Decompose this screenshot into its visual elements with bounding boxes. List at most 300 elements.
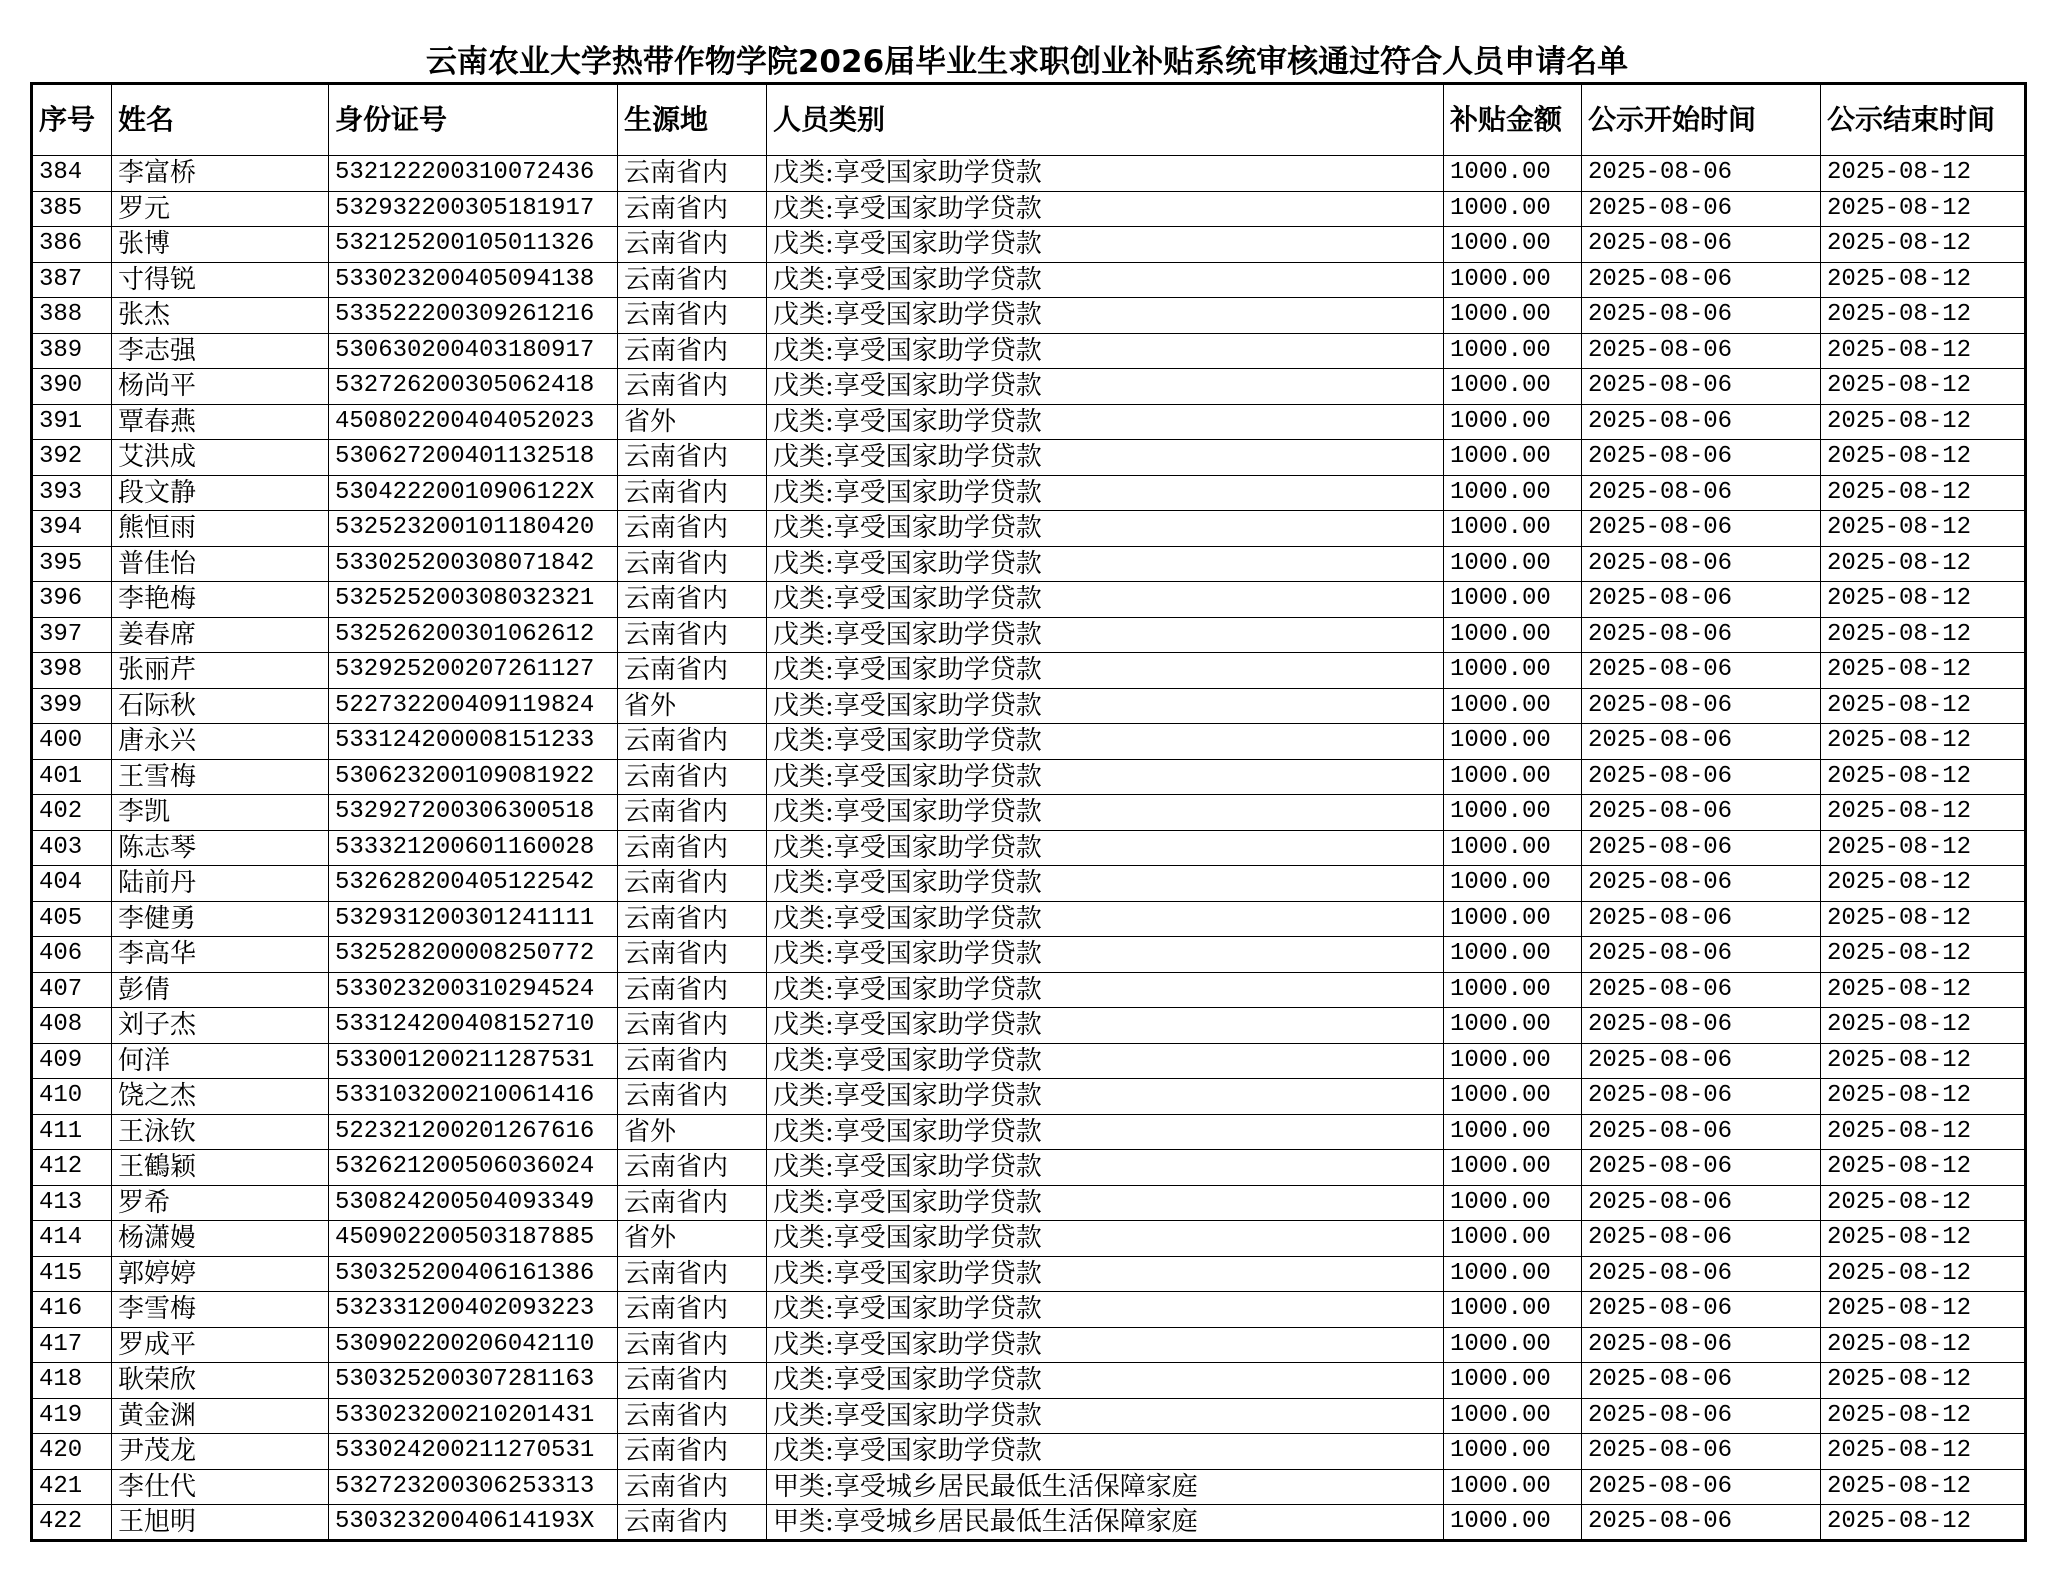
cell-amount: 1000.00	[1444, 724, 1582, 760]
table-row	[32, 227, 2026, 263]
cell-name: 熊恒雨	[112, 511, 329, 547]
cell-category: 戊类:享受国家助学贷款	[767, 1292, 1444, 1328]
cell-category: 戊类:享受国家助学贷款	[767, 475, 1444, 511]
cell-seq: 407	[32, 972, 112, 1008]
cell-amount: 1000.00	[1444, 1114, 1582, 1150]
cell-id-number: 450902200503187885	[329, 1221, 618, 1257]
cell-start-date: 2025-08-06	[1582, 901, 1821, 937]
cell-origin: 云南省内	[618, 546, 767, 582]
cell-amount: 1000.00	[1444, 617, 1582, 653]
cell-origin: 云南省内	[618, 1079, 767, 1115]
cell-amount: 1000.00	[1444, 546, 1582, 582]
cell-id-number: 522321200201267616	[329, 1114, 618, 1150]
cell-amount: 1000.00	[1444, 972, 1582, 1008]
cell-category: 戊类:享受国家助学贷款	[767, 298, 1444, 334]
cell-start-date: 2025-08-06	[1582, 1398, 1821, 1434]
cell-seq: 395	[32, 546, 112, 582]
table-row	[32, 1398, 2026, 1434]
header-id-number: 身份证号	[329, 84, 618, 156]
cell-amount: 1000.00	[1444, 191, 1582, 227]
cell-seq: 399	[32, 688, 112, 724]
cell-end-date: 2025-08-12	[1821, 546, 2026, 582]
header-amount: 补贴金额	[1444, 84, 1582, 156]
cell-id-number: 522732200409119824	[329, 688, 618, 724]
cell-amount: 1000.00	[1444, 1043, 1582, 1079]
cell-seq: 396	[32, 582, 112, 618]
cell-start-date: 2025-08-06	[1582, 653, 1821, 689]
cell-origin: 云南省内	[618, 262, 767, 298]
cell-start-date: 2025-08-06	[1582, 1327, 1821, 1363]
cell-origin: 云南省内	[618, 1363, 767, 1399]
cell-origin: 云南省内	[618, 653, 767, 689]
table-row	[32, 759, 2026, 795]
cell-amount: 1000.00	[1444, 582, 1582, 618]
cell-amount: 1000.00	[1444, 1185, 1582, 1221]
cell-end-date: 2025-08-12	[1821, 795, 2026, 831]
table-row	[32, 653, 2026, 689]
cell-name: 石际秋	[112, 688, 329, 724]
cell-seq: 418	[32, 1363, 112, 1399]
cell-category: 戊类:享受国家助学贷款	[767, 901, 1444, 937]
cell-seq: 402	[32, 795, 112, 831]
cell-name: 李仕代	[112, 1469, 329, 1505]
cell-id-number: 532122200310072436	[329, 156, 618, 192]
cell-amount: 1000.00	[1444, 1256, 1582, 1292]
cell-amount: 1000.00	[1444, 1150, 1582, 1186]
cell-seq: 400	[32, 724, 112, 760]
table-row	[32, 1363, 2026, 1399]
cell-origin: 云南省内	[618, 1008, 767, 1044]
cell-origin: 云南省内	[618, 511, 767, 547]
table-row	[32, 830, 2026, 866]
cell-amount: 1000.00	[1444, 227, 1582, 263]
cell-start-date: 2025-08-06	[1582, 724, 1821, 760]
cell-category: 戊类:享受国家助学贷款	[767, 1008, 1444, 1044]
cell-amount: 1000.00	[1444, 440, 1582, 476]
cell-amount: 1000.00	[1444, 1292, 1582, 1328]
cell-amount: 1000.00	[1444, 1221, 1582, 1257]
cell-seq: 390	[32, 369, 112, 405]
table-header-row	[32, 84, 2026, 156]
cell-start-date: 2025-08-06	[1582, 795, 1821, 831]
cell-seq: 389	[32, 333, 112, 369]
cell-amount: 1000.00	[1444, 404, 1582, 440]
cell-origin: 云南省内	[618, 759, 767, 795]
cell-start-date: 2025-08-06	[1582, 1150, 1821, 1186]
cell-name: 段文静	[112, 475, 329, 511]
cell-amount: 1000.00	[1444, 795, 1582, 831]
cell-name: 李健勇	[112, 901, 329, 937]
cell-category: 戊类:享受国家助学贷款	[767, 156, 1444, 192]
cell-category: 戊类:享受国家助学贷款	[767, 972, 1444, 1008]
cell-seq: 422	[32, 1505, 112, 1541]
cell-origin: 云南省内	[618, 1398, 767, 1434]
cell-id-number: 530824200504093349	[329, 1185, 618, 1221]
cell-category: 戊类:享受国家助学贷款	[767, 1150, 1444, 1186]
cell-start-date: 2025-08-06	[1582, 1185, 1821, 1221]
cell-name: 彭倩	[112, 972, 329, 1008]
table-row	[32, 369, 2026, 405]
cell-category: 戊类:享受国家助学贷款	[767, 262, 1444, 298]
cell-end-date: 2025-08-12	[1821, 333, 2026, 369]
cell-start-date: 2025-08-06	[1582, 972, 1821, 1008]
cell-origin: 云南省内	[618, 1292, 767, 1328]
cell-amount: 1000.00	[1444, 511, 1582, 547]
cell-amount: 1000.00	[1444, 1505, 1582, 1541]
cell-name: 普佳怡	[112, 546, 329, 582]
cell-name: 李志强	[112, 333, 329, 369]
cell-name: 罗希	[112, 1185, 329, 1221]
cell-seq: 421	[32, 1469, 112, 1505]
cell-origin: 云南省内	[618, 333, 767, 369]
cell-start-date: 2025-08-06	[1582, 1008, 1821, 1044]
table-row	[32, 582, 2026, 618]
cell-category: 戊类:享受国家助学贷款	[767, 1256, 1444, 1292]
cell-amount: 1000.00	[1444, 1434, 1582, 1470]
cell-category: 戊类:享受国家助学贷款	[767, 830, 1444, 866]
cell-seq: 398	[32, 653, 112, 689]
table-row	[32, 546, 2026, 582]
cell-start-date: 2025-08-06	[1582, 440, 1821, 476]
cell-end-date: 2025-08-12	[1821, 1185, 2026, 1221]
cell-name: 尹茂龙	[112, 1434, 329, 1470]
cell-end-date: 2025-08-12	[1821, 653, 2026, 689]
cell-category: 戊类:享受国家助学贷款	[767, 369, 1444, 405]
table-row	[32, 901, 2026, 937]
cell-end-date: 2025-08-12	[1821, 901, 2026, 937]
table-row	[32, 1505, 2026, 1541]
cell-name: 黄金渊	[112, 1398, 329, 1434]
cell-start-date: 2025-08-06	[1582, 546, 1821, 582]
cell-end-date: 2025-08-12	[1821, 227, 2026, 263]
cell-id-number: 532525200308032321	[329, 582, 618, 618]
cell-category: 戊类:享受国家助学贷款	[767, 1363, 1444, 1399]
cell-amount: 1000.00	[1444, 901, 1582, 937]
cell-origin: 云南省内	[618, 227, 767, 263]
cell-end-date: 2025-08-12	[1821, 937, 2026, 973]
cell-amount: 1000.00	[1444, 475, 1582, 511]
cell-amount: 1000.00	[1444, 1327, 1582, 1363]
table-row	[32, 333, 2026, 369]
table-row	[32, 617, 2026, 653]
cell-name: 张博	[112, 227, 329, 263]
cell-end-date: 2025-08-12	[1821, 688, 2026, 724]
cell-category: 戊类:享受国家助学贷款	[767, 1327, 1444, 1363]
cell-amount: 1000.00	[1444, 262, 1582, 298]
cell-id-number: 533023200310294524	[329, 972, 618, 1008]
cell-category: 戊类:享受国家助学贷款	[767, 1043, 1444, 1079]
cell-seq: 408	[32, 1008, 112, 1044]
cell-end-date: 2025-08-12	[1821, 1008, 2026, 1044]
cell-amount: 1000.00	[1444, 866, 1582, 902]
cell-amount: 1000.00	[1444, 1363, 1582, 1399]
cell-seq: 419	[32, 1398, 112, 1434]
cell-id-number: 532523200101180420	[329, 511, 618, 547]
header-seq: 序号	[32, 84, 112, 156]
cell-id-number: 533522200309261216	[329, 298, 618, 334]
cell-amount: 1000.00	[1444, 1008, 1582, 1044]
cell-seq: 403	[32, 830, 112, 866]
table-row	[32, 440, 2026, 476]
cell-origin: 云南省内	[618, 191, 767, 227]
cell-category: 戊类:享受国家助学贷款	[767, 795, 1444, 831]
cell-seq: 411	[32, 1114, 112, 1150]
cell-name: 杨潇嫚	[112, 1221, 329, 1257]
cell-end-date: 2025-08-12	[1821, 1327, 2026, 1363]
cell-name: 李雪梅	[112, 1292, 329, 1328]
table-row	[32, 1185, 2026, 1221]
cell-seq: 404	[32, 866, 112, 902]
cell-origin: 云南省内	[618, 795, 767, 831]
cell-category: 戊类:享受国家助学贷款	[767, 404, 1444, 440]
cell-end-date: 2025-08-12	[1821, 475, 2026, 511]
cell-seq: 391	[32, 404, 112, 440]
cell-category: 戊类:享受国家助学贷款	[767, 440, 1444, 476]
cell-start-date: 2025-08-06	[1582, 1363, 1821, 1399]
cell-id-number: 533321200601160028	[329, 830, 618, 866]
cell-start-date: 2025-08-06	[1582, 191, 1821, 227]
cell-origin: 云南省内	[618, 972, 767, 1008]
table-row	[32, 688, 2026, 724]
header-category: 人员类别	[767, 84, 1444, 156]
table-row	[32, 511, 2026, 547]
cell-category: 戊类:享受国家助学贷款	[767, 191, 1444, 227]
cell-start-date: 2025-08-06	[1582, 1434, 1821, 1470]
cell-name: 张杰	[112, 298, 329, 334]
table-row	[32, 475, 2026, 511]
cell-end-date: 2025-08-12	[1821, 156, 2026, 192]
table-row	[32, 1008, 2026, 1044]
cell-name: 陆前丹	[112, 866, 329, 902]
cell-end-date: 2025-08-12	[1821, 1434, 2026, 1470]
cell-category: 甲类:享受城乡居民最低生活保障家庭	[767, 1505, 1444, 1541]
cell-category: 戊类:享受国家助学贷款	[767, 1221, 1444, 1257]
table-row	[32, 795, 2026, 831]
cell-id-number: 532925200207261127	[329, 653, 618, 689]
cell-origin: 云南省内	[618, 1150, 767, 1186]
cell-seq: 393	[32, 475, 112, 511]
cell-seq: 394	[32, 511, 112, 547]
document-title: 云南农业大学热带作物学院2026届毕业生求职创业补贴系统审核通过符合人员申请名单	[425, 44, 1629, 80]
cell-name: 李富桥	[112, 156, 329, 192]
cell-start-date: 2025-08-06	[1582, 475, 1821, 511]
cell-name: 王泳钦	[112, 1114, 329, 1150]
cell-start-date: 2025-08-06	[1582, 1505, 1821, 1541]
cell-end-date: 2025-08-12	[1821, 262, 2026, 298]
cell-end-date: 2025-08-12	[1821, 440, 2026, 476]
cell-id-number: 533024200211270531	[329, 1434, 618, 1470]
cell-name: 杨尚平	[112, 369, 329, 405]
cell-id-number: 533124200408152710	[329, 1008, 618, 1044]
table-row	[32, 724, 2026, 760]
cell-amount: 1000.00	[1444, 830, 1582, 866]
cell-category: 戊类:享受国家助学贷款	[767, 511, 1444, 547]
cell-seq: 384	[32, 156, 112, 192]
cell-end-date: 2025-08-12	[1821, 759, 2026, 795]
cell-seq: 409	[32, 1043, 112, 1079]
cell-id-number: 532528200008250772	[329, 937, 618, 973]
cell-id-number: 532125200105011326	[329, 227, 618, 263]
table-row	[32, 191, 2026, 227]
cell-seq: 416	[32, 1292, 112, 1328]
cell-start-date: 2025-08-06	[1582, 866, 1821, 902]
cell-origin: 云南省内	[618, 1505, 767, 1541]
cell-amount: 1000.00	[1444, 156, 1582, 192]
cell-category: 戊类:享受国家助学贷款	[767, 617, 1444, 653]
cell-name: 寸得锐	[112, 262, 329, 298]
table-row	[32, 1043, 2026, 1079]
cell-start-date: 2025-08-06	[1582, 582, 1821, 618]
header-end-date: 公示结束时间	[1821, 84, 2026, 156]
cell-origin: 云南省内	[618, 724, 767, 760]
cell-name: 姜春席	[112, 617, 329, 653]
cell-name: 张丽芹	[112, 653, 329, 689]
table-row	[32, 1079, 2026, 1115]
table-row	[32, 1150, 2026, 1186]
cell-seq: 397	[32, 617, 112, 653]
cell-amount: 1000.00	[1444, 369, 1582, 405]
cell-id-number: 53042220010906122X	[329, 475, 618, 511]
cell-start-date: 2025-08-06	[1582, 1043, 1821, 1079]
cell-id-number: 532723200306253313	[329, 1469, 618, 1505]
cell-start-date: 2025-08-06	[1582, 404, 1821, 440]
cell-end-date: 2025-08-12	[1821, 1505, 2026, 1541]
cell-seq: 410	[32, 1079, 112, 1115]
cell-seq: 420	[32, 1434, 112, 1470]
cell-seq: 386	[32, 227, 112, 263]
cell-id-number: 53032320040614193X	[329, 1505, 618, 1541]
cell-seq: 417	[32, 1327, 112, 1363]
table-row	[32, 972, 2026, 1008]
cell-name: 李高华	[112, 937, 329, 973]
cell-category: 戊类:享受国家助学贷款	[767, 1114, 1444, 1150]
cell-category: 戊类:享受国家助学贷款	[767, 688, 1444, 724]
cell-seq: 415	[32, 1256, 112, 1292]
cell-end-date: 2025-08-12	[1821, 1398, 2026, 1434]
cell-id-number: 533001200211287531	[329, 1043, 618, 1079]
cell-origin: 云南省内	[618, 298, 767, 334]
cell-name: 何洋	[112, 1043, 329, 1079]
cell-amount: 1000.00	[1444, 333, 1582, 369]
cell-name: 艾洪成	[112, 440, 329, 476]
cell-start-date: 2025-08-06	[1582, 1292, 1821, 1328]
table-row	[32, 1221, 2026, 1257]
table-row	[32, 1114, 2026, 1150]
cell-start-date: 2025-08-06	[1582, 1114, 1821, 1150]
header-start-date: 公示开始时间	[1582, 84, 1821, 156]
table-row	[32, 1256, 2026, 1292]
cell-end-date: 2025-08-12	[1821, 1043, 2026, 1079]
cell-end-date: 2025-08-12	[1821, 1114, 2026, 1150]
cell-seq: 387	[32, 262, 112, 298]
cell-amount: 1000.00	[1444, 937, 1582, 973]
cell-amount: 1000.00	[1444, 1079, 1582, 1115]
cell-seq: 401	[32, 759, 112, 795]
cell-end-date: 2025-08-12	[1821, 866, 2026, 902]
cell-seq: 405	[32, 901, 112, 937]
cell-start-date: 2025-08-06	[1582, 156, 1821, 192]
cell-start-date: 2025-08-06	[1582, 262, 1821, 298]
cell-origin: 云南省内	[618, 1434, 767, 1470]
cell-amount: 1000.00	[1444, 1469, 1582, 1505]
cell-category: 戊类:享受国家助学贷款	[767, 333, 1444, 369]
cell-id-number: 532927200306300518	[329, 795, 618, 831]
cell-category: 戊类:享受国家助学贷款	[767, 724, 1444, 760]
cell-start-date: 2025-08-06	[1582, 1256, 1821, 1292]
cell-end-date: 2025-08-12	[1821, 1150, 2026, 1186]
cell-amount: 1000.00	[1444, 653, 1582, 689]
cell-start-date: 2025-08-06	[1582, 830, 1821, 866]
cell-origin: 省外	[618, 404, 767, 440]
cell-category: 戊类:享受国家助学贷款	[767, 582, 1444, 618]
cell-origin: 云南省内	[618, 1327, 767, 1363]
cell-origin: 省外	[618, 1221, 767, 1257]
cell-seq: 388	[32, 298, 112, 334]
cell-amount: 1000.00	[1444, 1398, 1582, 1434]
cell-origin: 云南省内	[618, 1185, 767, 1221]
cell-start-date: 2025-08-06	[1582, 369, 1821, 405]
cell-id-number: 533124200008151233	[329, 724, 618, 760]
cell-id-number: 530325200406161386	[329, 1256, 618, 1292]
header-origin: 生源地	[618, 84, 767, 156]
cell-end-date: 2025-08-12	[1821, 972, 2026, 1008]
cell-start-date: 2025-08-06	[1582, 617, 1821, 653]
cell-id-number: 533023200210201431	[329, 1398, 618, 1434]
cell-origin: 云南省内	[618, 830, 767, 866]
cell-end-date: 2025-08-12	[1821, 404, 2026, 440]
cell-id-number: 530630200403180917	[329, 333, 618, 369]
cell-name: 郭婷婷	[112, 1256, 329, 1292]
cell-id-number: 450802200404052023	[329, 404, 618, 440]
cell-start-date: 2025-08-06	[1582, 688, 1821, 724]
cell-name: 刘子杰	[112, 1008, 329, 1044]
cell-seq: 414	[32, 1221, 112, 1257]
cell-id-number: 532621200506036024	[329, 1150, 618, 1186]
cell-start-date: 2025-08-06	[1582, 511, 1821, 547]
header-name: 姓名	[112, 84, 329, 156]
cell-name: 陈志琴	[112, 830, 329, 866]
cell-name: 王雪梅	[112, 759, 329, 795]
cell-amount: 1000.00	[1444, 298, 1582, 334]
cell-origin: 云南省内	[618, 582, 767, 618]
cell-origin: 省外	[618, 688, 767, 724]
cell-category: 戊类:享受国家助学贷款	[767, 1398, 1444, 1434]
cell-end-date: 2025-08-12	[1821, 191, 2026, 227]
cell-end-date: 2025-08-12	[1821, 298, 2026, 334]
cell-category: 戊类:享受国家助学贷款	[767, 759, 1444, 795]
table-row	[32, 1469, 2026, 1505]
cell-name: 王鶴颖	[112, 1150, 329, 1186]
cell-amount: 1000.00	[1444, 759, 1582, 795]
cell-start-date: 2025-08-06	[1582, 298, 1821, 334]
cell-category: 戊类:享受国家助学贷款	[767, 546, 1444, 582]
cell-id-number: 530902200206042110	[329, 1327, 618, 1363]
cell-seq: 385	[32, 191, 112, 227]
table-row	[32, 262, 2026, 298]
cell-end-date: 2025-08-12	[1821, 1256, 2026, 1292]
cell-end-date: 2025-08-12	[1821, 369, 2026, 405]
cell-origin: 云南省内	[618, 617, 767, 653]
cell-start-date: 2025-08-06	[1582, 1079, 1821, 1115]
cell-end-date: 2025-08-12	[1821, 511, 2026, 547]
cell-origin: 云南省内	[618, 866, 767, 902]
table-row	[32, 404, 2026, 440]
cell-origin: 云南省内	[618, 1043, 767, 1079]
cell-category: 戊类:享受国家助学贷款	[767, 1434, 1444, 1470]
cell-category: 戊类:享受国家助学贷款	[767, 227, 1444, 263]
cell-category: 戊类:享受国家助学贷款	[767, 937, 1444, 973]
cell-origin: 云南省内	[618, 937, 767, 973]
